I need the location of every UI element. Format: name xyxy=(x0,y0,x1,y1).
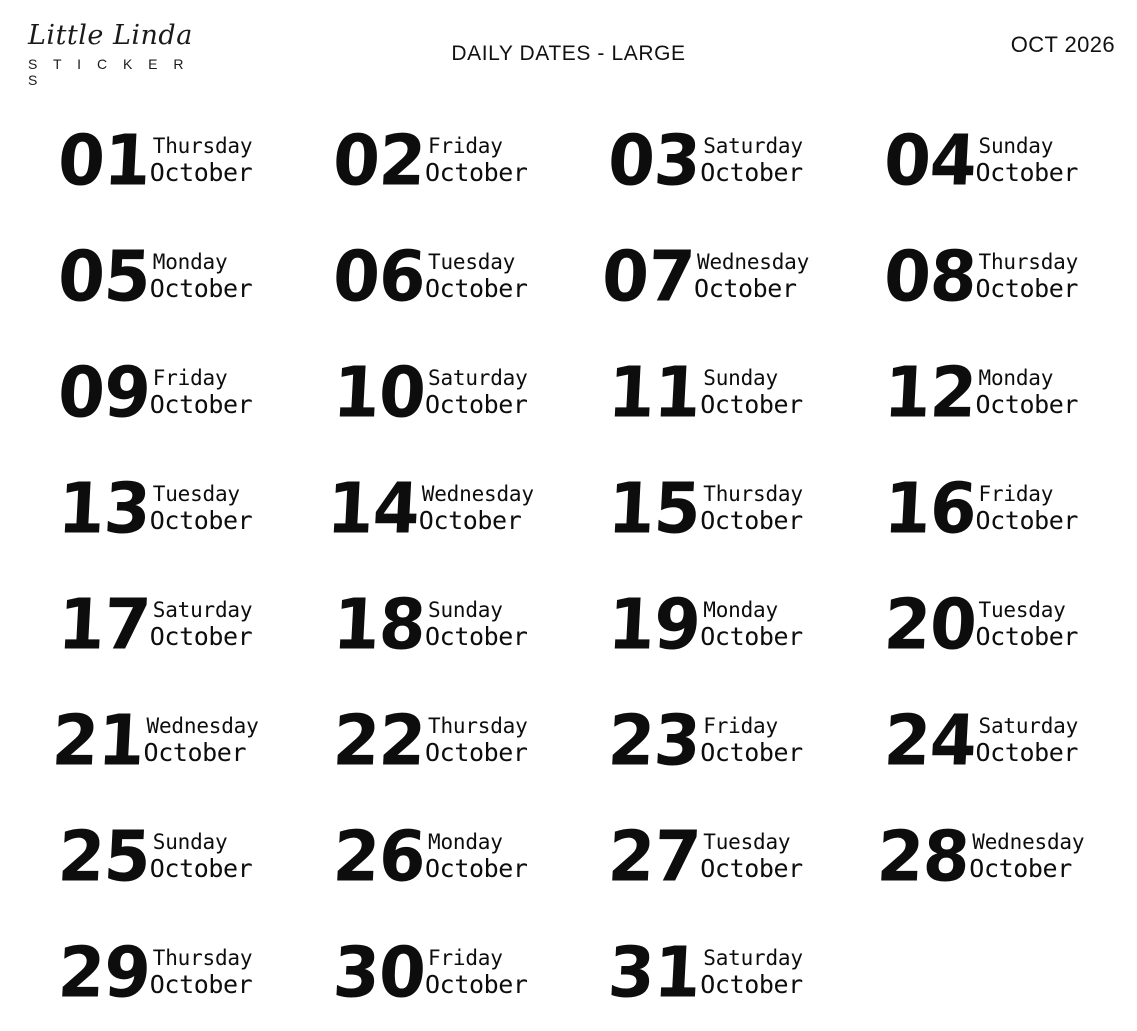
day-number: 14 xyxy=(324,467,421,550)
date-sticker[interactable] xyxy=(844,335,1119,451)
date-labels xyxy=(975,714,1079,767)
day-number: 21 xyxy=(49,699,146,782)
weekday-label: Saturday xyxy=(428,366,528,391)
date-labels xyxy=(149,366,253,419)
weekday-label: Sunday xyxy=(152,830,228,855)
weekday-label: Monday xyxy=(703,598,778,623)
date-labels xyxy=(700,830,803,883)
month-label: October xyxy=(143,737,247,767)
month-label: October xyxy=(700,969,803,999)
empty-slot xyxy=(844,915,1119,1031)
weekday-label: Tuesday xyxy=(703,830,791,855)
weekday-label: Thursday xyxy=(978,250,1079,275)
date-sticker[interactable] xyxy=(293,103,568,219)
weekday-label: Thursday xyxy=(428,714,528,739)
month-label: October xyxy=(149,621,253,651)
weekday-label: Sunday xyxy=(978,134,1054,159)
date-sticker[interactable] xyxy=(569,915,844,1031)
weekday-label: Friday xyxy=(428,134,503,159)
weekday-label: Thursday xyxy=(152,134,253,159)
month-label: October xyxy=(425,389,528,419)
date-sticker[interactable] xyxy=(844,219,1119,335)
day-number: 23 xyxy=(606,699,703,782)
date-labels xyxy=(143,714,259,767)
date-labels xyxy=(149,598,253,651)
month-label: October xyxy=(975,389,1079,419)
month-label: October xyxy=(694,273,797,303)
date-sticker[interactable] xyxy=(18,567,293,683)
weekday-label: Tuesday xyxy=(978,598,1066,623)
sheet-header xyxy=(0,0,1137,100)
date-sticker[interactable] xyxy=(293,451,568,567)
date-sticker[interactable] xyxy=(569,567,844,683)
weekday-label: Friday xyxy=(978,482,1054,507)
date-labels xyxy=(425,366,528,419)
month-label: October xyxy=(149,505,253,535)
day-number: 25 xyxy=(55,815,152,898)
date-sticker[interactable] xyxy=(569,799,844,915)
month-label: October xyxy=(700,853,803,883)
date-labels xyxy=(700,366,803,419)
date-labels xyxy=(149,946,253,999)
date-sticker[interactable] xyxy=(569,219,844,335)
weekday-label: Friday xyxy=(152,366,228,391)
day-number: 03 xyxy=(606,119,703,202)
month-label: October xyxy=(700,737,803,767)
date-labels xyxy=(425,598,528,651)
day-number: 06 xyxy=(331,235,428,318)
date-labels xyxy=(425,714,528,767)
weekday-label: Wednesday xyxy=(146,714,259,739)
date-sticker[interactable] xyxy=(18,799,293,915)
day-number: 20 xyxy=(881,583,978,666)
day-number: 08 xyxy=(881,235,978,318)
weekday-label: Saturday xyxy=(703,134,803,159)
day-number: 11 xyxy=(606,351,703,434)
weekday-label: Saturday xyxy=(703,946,803,971)
weekday-label: Wednesday xyxy=(421,482,534,507)
month-label: October xyxy=(418,505,522,535)
month-label: October xyxy=(700,505,803,535)
date-sticker[interactable] xyxy=(293,335,568,451)
day-number: 07 xyxy=(600,235,697,318)
date-sticker[interactable] xyxy=(569,451,844,567)
month-label: October xyxy=(425,853,528,883)
weekday-label: Thursday xyxy=(703,482,803,507)
day-number: 09 xyxy=(55,351,152,434)
day-number: 22 xyxy=(331,699,428,782)
date-labels xyxy=(418,482,534,535)
date-sticker[interactable] xyxy=(293,219,568,335)
date-sticker[interactable] xyxy=(569,683,844,799)
day-number: 29 xyxy=(55,931,152,1014)
date-sticker[interactable] xyxy=(18,335,293,451)
month-label: October xyxy=(975,621,1079,651)
sheet-period: OCT 2026 xyxy=(1010,32,1115,57)
date-sticker[interactable] xyxy=(844,103,1119,219)
date-labels xyxy=(700,482,803,535)
weekday-label: Tuesday xyxy=(152,482,240,507)
month-label: October xyxy=(425,969,528,999)
date-labels xyxy=(975,366,1079,419)
month-label: October xyxy=(969,853,1072,883)
date-sticker[interactable] xyxy=(844,799,1119,915)
month-label: October xyxy=(149,389,253,419)
date-labels xyxy=(700,598,803,651)
weekday-label: Monday xyxy=(428,830,503,855)
weekday-label: Sunday xyxy=(428,598,503,623)
date-sticker[interactable] xyxy=(569,335,844,451)
weekday-label: Wednesday xyxy=(972,830,1085,855)
day-number: 13 xyxy=(55,467,152,550)
day-number: 05 xyxy=(55,235,152,318)
weekday-label: Monday xyxy=(152,250,228,275)
day-number: 01 xyxy=(55,119,152,202)
month-label: October xyxy=(149,157,253,187)
day-number: 17 xyxy=(55,583,152,666)
month-label: October xyxy=(425,273,528,303)
month-label: October xyxy=(149,273,253,303)
weekday-label: Friday xyxy=(703,714,778,739)
date-labels xyxy=(975,250,1079,303)
day-number: 02 xyxy=(331,119,428,202)
date-sticker[interactable] xyxy=(569,103,844,219)
day-number: 12 xyxy=(881,351,978,434)
day-number: 24 xyxy=(881,699,978,782)
weekday-label: Wednesday xyxy=(697,250,810,275)
day-number: 15 xyxy=(606,467,703,550)
date-sticker[interactable] xyxy=(293,799,568,915)
sticker-grid xyxy=(18,103,1119,1031)
date-labels xyxy=(700,134,803,187)
date-labels xyxy=(700,714,803,767)
month-label: October xyxy=(700,389,803,419)
day-number: 16 xyxy=(881,467,978,550)
date-sticker[interactable] xyxy=(293,915,568,1031)
date-sticker[interactable] xyxy=(293,567,568,683)
month-label: October xyxy=(149,969,253,999)
day-number: 30 xyxy=(331,931,428,1014)
month-label: October xyxy=(975,273,1079,303)
page-title: DAILY DATES - LARGE xyxy=(451,42,686,65)
date-labels xyxy=(425,134,528,187)
month-label: October xyxy=(700,621,803,651)
day-number: 19 xyxy=(606,583,703,666)
day-number: 26 xyxy=(331,815,428,898)
date-labels xyxy=(149,482,253,535)
weekday-label: Friday xyxy=(428,946,503,971)
date-labels xyxy=(425,250,528,303)
weekday-label: Saturday xyxy=(152,598,253,623)
date-labels xyxy=(149,250,253,303)
date-sticker[interactable] xyxy=(844,451,1119,567)
day-number: 04 xyxy=(881,119,978,202)
date-labels xyxy=(700,946,803,999)
month-label: October xyxy=(975,737,1079,767)
date-labels xyxy=(425,830,528,883)
month-label: October xyxy=(425,157,528,187)
date-labels xyxy=(975,598,1079,651)
month-label: October xyxy=(425,621,528,651)
day-number: 10 xyxy=(331,351,428,434)
weekday-label: Monday xyxy=(978,366,1054,391)
day-number: 28 xyxy=(875,815,972,898)
date-sticker[interactable] xyxy=(18,219,293,335)
date-sticker[interactable] xyxy=(844,683,1119,799)
month-label: October xyxy=(700,157,803,187)
date-labels xyxy=(975,482,1079,535)
month-label: October xyxy=(975,157,1079,187)
date-labels xyxy=(975,134,1079,187)
date-sticker[interactable] xyxy=(18,103,293,219)
date-labels xyxy=(694,250,810,303)
date-sticker[interactable] xyxy=(18,451,293,567)
month-label: October xyxy=(149,853,253,883)
date-sticker[interactable] xyxy=(18,915,293,1031)
weekday-label: Tuesday xyxy=(428,250,516,275)
date-sticker[interactable] xyxy=(844,567,1119,683)
weekday-label: Sunday xyxy=(703,366,778,391)
date-sticker[interactable] xyxy=(293,683,568,799)
day-number: 27 xyxy=(606,815,703,898)
date-labels xyxy=(149,134,253,187)
weekday-label: Saturday xyxy=(978,714,1079,739)
weekday-label: Thursday xyxy=(152,946,253,971)
day-number: 31 xyxy=(606,931,703,1014)
month-label: October xyxy=(975,505,1079,535)
brand-tagline: S T I C K E R S xyxy=(28,56,190,88)
date-sticker[interactable] xyxy=(18,683,293,799)
date-labels xyxy=(425,946,528,999)
day-number: 18 xyxy=(331,583,428,666)
date-labels xyxy=(969,830,1085,883)
date-labels xyxy=(149,830,253,883)
month-label: October xyxy=(425,737,528,767)
brand-name: Little Linda xyxy=(28,20,193,51)
